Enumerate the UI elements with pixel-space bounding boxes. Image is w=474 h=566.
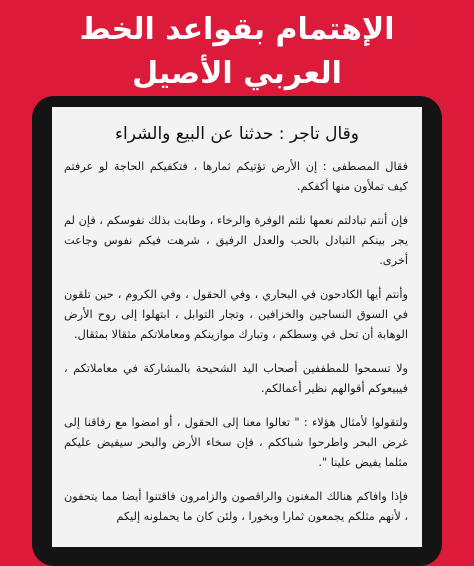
paragraph: ولتقولوا لأمثال هؤلاء : " تعالوا معنا إلى الحقول ، أو امضوا مع رفاقنا إلى غرض البحر واطرحوا شباككم ، فإن سخاء الأرض والبحر سيفيض عليكم مثلما يفيض علينا ". xyxy=(64,416,408,469)
headline-line-1: الإهتمام بقواعد الخط xyxy=(79,12,395,47)
paragraph: وأنتم أيها الكادحون في البحاري ، وفي الحقول ، وفي الكروم ، حين تلقون في السوق النساجين والخزافين ، وتجار التوابل ، ابتهلوا إلى روح الأرض الوهابة أن تحل في وسطكم ، وتبارك موازينكم ومعاملاتكم مثقالا بمثقال. xyxy=(64,288,408,341)
promo-headline xyxy=(0,8,474,96)
paragraph: ولا تسمحوا للمطففين أصحاب اليد الشحيحة بالمشاركة في معاملاتكم ، فيبيعوكم أقوالهم نظير أعمالكم. xyxy=(64,362,408,395)
paragraph: فقال المصطفى : إن الأرض تؤتيكم ثمارها ، فتكفيكم الحاجة لو عرفتم كيف تملأون منها أكفكم. xyxy=(64,160,408,193)
paragraph: فإن أنتم تبادلتم نعمها نلتم الوفرة والرخاء ، وطابت بذلك نفوسكم ، فإن لم يجر بينكم التبادل بالحب والعدل الرفيق ، شرهت فيكم نفوس وجاعت أخرى. xyxy=(64,214,408,267)
reader-screen[interactable] xyxy=(52,107,422,547)
headline-line-2: العربي الأصيل xyxy=(132,56,342,91)
paragraph: فإذا وافاكم هنالك المغنون والراقصون والزامرون فاقتنوا أيضا مما يتحفون ، لأنهم مثلكم يجمعون ثمارا وبخورا ، ولئن كان ما يحملونه إليكم xyxy=(64,490,408,523)
chapter-title: وقال تاجر : حدثنا عن البيع والشراء xyxy=(115,124,359,144)
